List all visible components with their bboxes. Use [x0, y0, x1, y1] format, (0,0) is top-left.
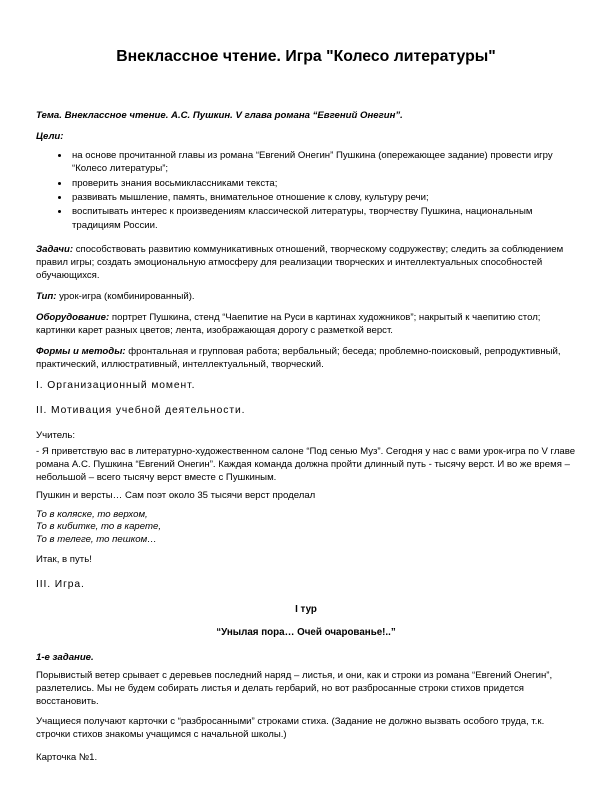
zadachi-text: способствовать развитию коммуникативных отношений, творческому содружеству; следить за соблюдением правил игры; создать эмоциональную атмосферу для реализации творческих и интеллектуальных способностей обучающихся. — [36, 244, 564, 282]
task-note: Учащиеся получают карточки с “разбросанными” строками стиха. (Задание не должно вызвать особого труда, т.к. строчки стихов знакомы учащимся с начальной школы.) — [36, 715, 545, 740]
poem-line: То в коляске, то верхом, — [36, 509, 148, 521]
tema-line: Тема. Внеклассное чтение. А.С. Пушкин. V глава романа “Евгений Онегин”. — [36, 109, 403, 121]
teacher-label: Учитель: — [36, 430, 76, 442]
section-heading-2: II. Мотивация учебной деятельности. — [36, 405, 246, 417]
goal-item — [70, 177, 576, 190]
oborudovanie-paragraph — [36, 311, 576, 337]
formy-text: фронтальная и групповая работа; вербальный; беседа; проблемно-поисковый, репродуктивный, практический, иллюстративный, интеллектуальный, творческий. — [36, 346, 561, 371]
goal-item — [70, 191, 576, 204]
goals-label: Цели: — [36, 130, 64, 142]
section-heading-3: III. Игра. — [36, 578, 85, 590]
formy-label: Формы и методы: — [36, 346, 126, 358]
document-title: Внеклассное чтение. Игра "Колесо литературы" — [116, 48, 496, 65]
oborudovanie-text: портрет Пушкина, стенд “Чаепитие на Руси в картинах художников”; накрытый к чаепитию стол; картинки карет разных цветов; лента, изображающая дорогу с разметкой верст. — [36, 312, 541, 337]
card-label: Карточка №1. — [36, 751, 98, 763]
zadachi-paragraph — [36, 243, 576, 282]
section-heading-1: I. Организационный момент. — [36, 380, 196, 392]
round-title: I тур — [295, 603, 317, 615]
goal-text: воспитывать интерес к произведениям классической литературы, творчеству Пушкина, национальным традициям России. — [72, 206, 533, 231]
versts-line: Пушкин и версты… Сам поэт около 35 тысячи верст проделал — [36, 490, 316, 502]
zadachi-label: Задачи: — [36, 244, 74, 256]
poem-line: То в телеге, то пешком… — [36, 533, 157, 545]
goal-text: на основе прочитанной главы из романа “Евгений Онегин” Пушкина (опережающее задание) провести игру “Колесо литературы”; — [72, 149, 553, 175]
round-epigraph: “Унылая пора… Очей очарованье!..” — [216, 626, 396, 638]
poem-line: То в кибитке, то в карете, — [36, 521, 161, 533]
goal-text: развивать мышление, память, внимательное отношение к слову, культуру речи; — [72, 191, 429, 203]
poem-quote — [36, 509, 576, 546]
tip-text: урок-игра (комбинированный). — [56, 291, 195, 303]
goal-text: проверить знания восьмиклассниками текста; — [72, 177, 278, 189]
task-intro: Порывистый ветер срывает с деревьев последний наряд – листья, и они, как и строки из романа “Евгений Онегин”, разлетелись. Мы не будем собирать листья и делать гербарий, но вот разбросанные строки стихов придется восстановить. — [36, 669, 553, 707]
lets-go-line: Итак, в путь! — [36, 553, 92, 565]
goal-item — [70, 205, 576, 232]
oborudovanie-label: Оборудование: — [36, 312, 110, 324]
task-label: 1-е задание. — [36, 651, 94, 663]
goals-list — [36, 149, 576, 232]
tip-paragraph — [36, 290, 576, 303]
goal-item — [70, 149, 576, 176]
teacher-speech: - Я приветствую вас в литературно-художественном салоне “Под сенью Муз”. Сегодня у нас с вами урок-игра по V главе романа А.С. Пушкина “Евгений Онегин”. Каждая команда должна пройти длинный путь - тысячу верст. И во же время – небольшой – всего тысячу верст вместе с Пушкиным. — [36, 446, 576, 484]
formy-paragraph — [36, 345, 576, 371]
tip-label: Тип: — [36, 291, 57, 303]
